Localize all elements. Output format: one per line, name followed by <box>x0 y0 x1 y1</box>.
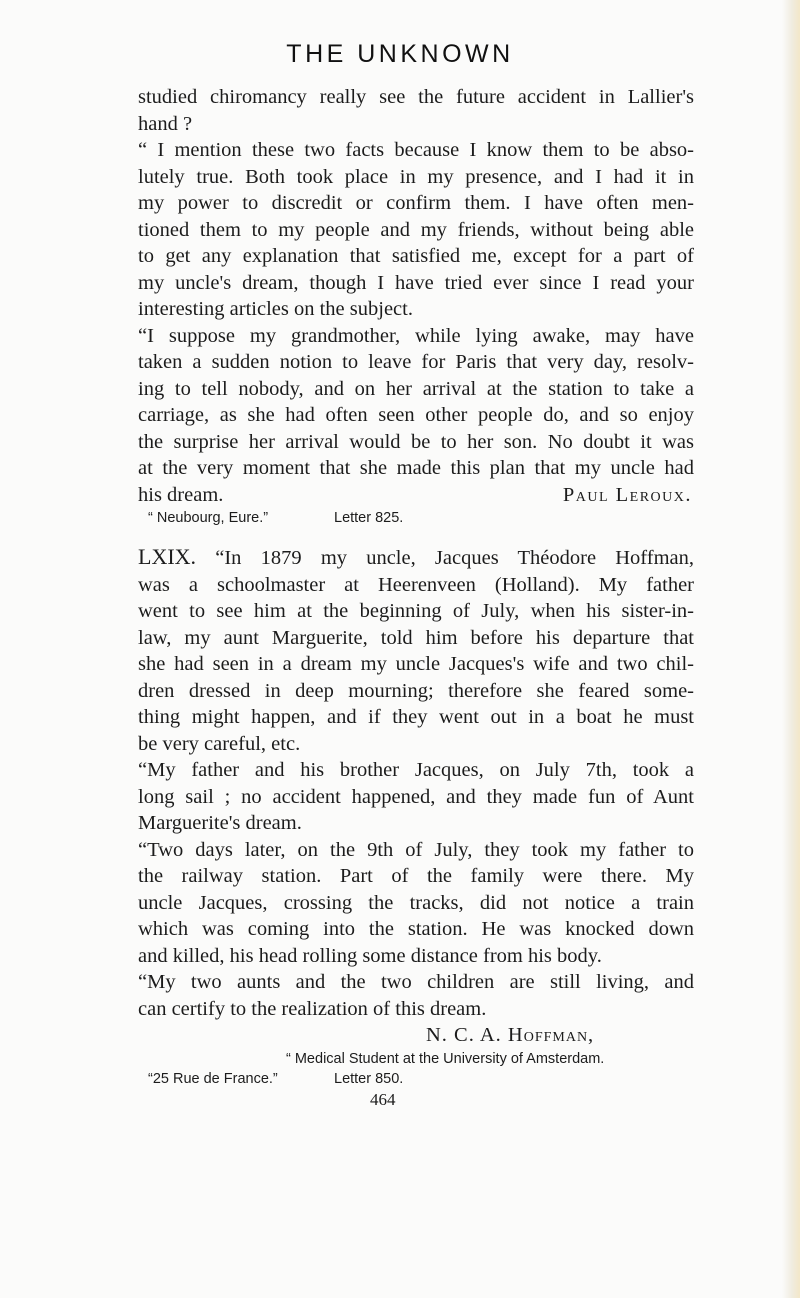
signature-details-2 <box>138 1069 694 1089</box>
text-line: hand ? <box>138 112 193 135</box>
text-line: she had seen in a dream my uncle Jacques's wife and two chil- <box>138 653 694 675</box>
page-body <box>138 84 694 1111</box>
text-line: long sail ; no accident happened, and they made fun of Aunt <box>138 785 694 808</box>
signature-details-1 <box>138 508 694 528</box>
text-line: the railway station. Part of the family were there. My <box>138 865 694 887</box>
page-number: 464 <box>370 1089 396 1109</box>
text-line: law, my aunt Marguerite, told him before his departure that <box>138 626 694 649</box>
entry-paragraph-4 <box>138 969 694 1022</box>
paragraph-1 <box>138 84 694 137</box>
text-line: ing to tell nobody, and on her arrival at the station to take a <box>138 377 694 400</box>
text-line: “Two days later, on the 9th of July, they took my father to <box>138 838 694 861</box>
text-line: “My father and his brother Jacques, on July 7th, took a <box>138 759 694 781</box>
text-line: “ I mention these two facts because I know them to be abso- <box>138 139 694 161</box>
text-line: tioned them to my people and my friends, without being able <box>138 218 694 241</box>
text-line: taken a sudden notion to leave for Paris that very day, resolv- <box>138 351 694 373</box>
paragraph-3 <box>138 323 694 482</box>
entry-paragraph-3 <box>138 837 694 970</box>
entry-paragraph-2 <box>138 757 694 837</box>
text-line: can certify to the realization of this dream. <box>138 997 487 1020</box>
letter-number: Letter 850. <box>334 1070 404 1087</box>
signature-name-2: N. C. A. Hoffman, <box>426 1024 595 1046</box>
text-line: was a schoolmaster at Heerenveen (Holland). My father <box>138 573 694 596</box>
text-line: studied chiromancy really see the future accident in Lallier's <box>138 86 694 108</box>
text-line: lutely true. Both took place in my presence, and I had it in <box>138 165 694 188</box>
text-line: and killed, his head rolling some distance from his body. <box>138 944 602 967</box>
text-line: “My two aunts and the two children are still living, and <box>138 971 694 993</box>
text-line: “In 1879 my uncle, Jacques Théodore Hoffman, <box>215 547 695 569</box>
entry-paragraph-1 <box>138 544 694 757</box>
entry-label: LXIX. <box>138 544 197 569</box>
entry-first-line <box>138 544 694 572</box>
signature-row-1 <box>138 482 694 509</box>
text-line: went to see him at the beginning of July, when his sister-in- <box>138 600 694 622</box>
text-line: thing might happen, and if they went out in a boat he must <box>138 706 694 728</box>
text-line: dren dressed in deep mourning; therefore she feared some- <box>138 679 694 702</box>
text-line: be very careful, etc. <box>138 732 301 755</box>
text-line: my uncle's dream, though I have tried ever since I read your <box>138 271 694 294</box>
text-line: uncle Jacques, crossing the tracks, did not notice a train <box>138 891 694 914</box>
signature-address: “25 Rue de France.” <box>148 1070 278 1087</box>
text-line: which was coming into the station. He was knocked down <box>138 918 694 940</box>
letter-number: Letter 825. <box>334 510 404 526</box>
text-line: at the very moment that she made this plan that my uncle had <box>138 457 694 479</box>
text-line: “I suppose my grandmother, while lying awake, may have <box>138 324 694 347</box>
signature-name: Paul Leroux. <box>562 483 692 506</box>
text-line: to get any explanation that satisfied me, except for a part of <box>138 245 694 267</box>
text-line: interesting articles on the subject. <box>138 298 413 320</box>
page-edge <box>782 0 800 1298</box>
text-line: Marguerite's dream. <box>138 812 302 834</box>
signature-address: “ Neubourg, Eure.” <box>148 510 269 526</box>
signature-title: “ Medical Student at the University of Amsterdam. <box>286 1050 605 1067</box>
text-line: my power to discredit or confirm them. I have often men- <box>138 192 694 214</box>
text-line: carriage, as she had often seen other people do, and so enjoy <box>138 404 694 426</box>
text-line: the surprise her arrival would be to her son. No doubt it was <box>138 430 694 453</box>
text-line: his dream. <box>138 483 224 506</box>
section-gap <box>138 528 694 544</box>
running-head: THE UNKNOWN <box>286 40 514 68</box>
paragraph-2 <box>138 137 694 323</box>
